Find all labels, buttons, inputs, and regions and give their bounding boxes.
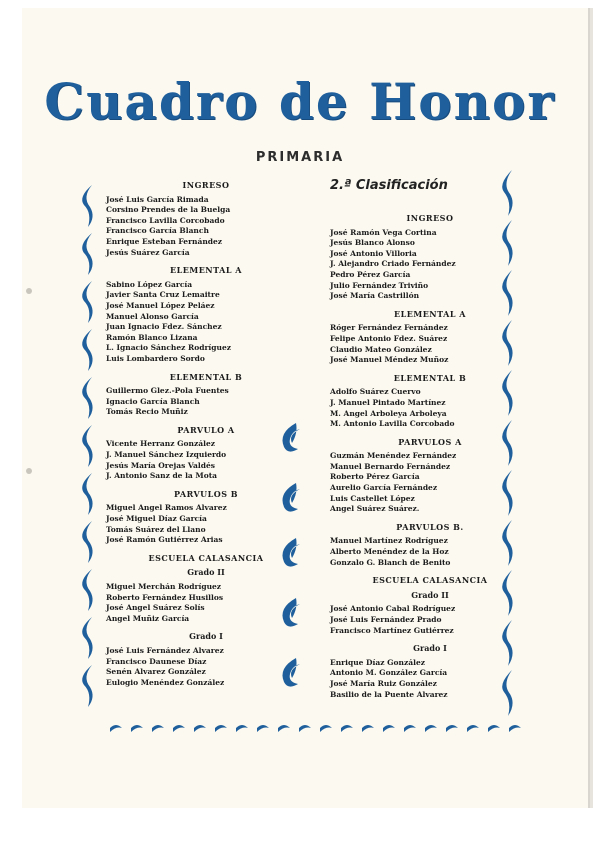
bottom-border-mark [257, 725, 269, 732]
left-border-curl [82, 377, 92, 419]
section-heading: INGRESO [182, 180, 230, 190]
student-name: Francisco Martínez Gutiérrez [330, 625, 454, 635]
right-border-curl [502, 170, 512, 216]
bottom-border-mark [404, 725, 416, 732]
left-border-curl [82, 281, 92, 323]
left-border-curl [82, 185, 92, 227]
left-border-curl [82, 329, 92, 371]
student-name: Vicente Herranz González [106, 439, 215, 449]
section-heading: ELEMENTAL B [393, 372, 467, 383]
bottom-border-mark [509, 725, 521, 732]
left-border-curl [82, 665, 92, 707]
student-name: Francisco Daunese Díaz [106, 656, 207, 666]
left-border-curl [82, 521, 92, 563]
student-name: José Miguel Díaz García [106, 514, 207, 524]
bottom-border-mark [278, 725, 290, 732]
page-subtitle: PRIMARIA [255, 150, 345, 165]
honor-section [330, 575, 530, 636]
second-classification-column [330, 213, 530, 707]
section-heading: PARVULOS A [398, 436, 462, 447]
bottom-border-mark [320, 725, 332, 732]
student-name: Roberto Pérez García [330, 472, 420, 482]
student-name: Róger Fernández Fernández [330, 323, 448, 333]
student-name: Ramón Blanco Lizana [106, 332, 198, 342]
student-name: José Ramón Gutiérrez Arias [106, 535, 223, 545]
student-name: L. Ignacio Sánchez Rodríguez [106, 343, 231, 353]
student-name: Manuel Martínez Rodríguez [330, 536, 448, 546]
student-name: José Manuel Méndez Muñoz [330, 355, 449, 365]
honor-section [330, 213, 530, 302]
honor-section [106, 425, 306, 482]
student-name: Adolfo Suárez Cuervo [330, 387, 421, 397]
student-name: Francisco Lavilla Corcobado [106, 215, 225, 225]
student-name: José Antonio Villoria [330, 248, 417, 258]
student-name: Jesús María Orejas Valdés [106, 460, 216, 470]
student-name: J. Antonio Sanz de la Mota [106, 471, 218, 481]
bottom-border-mark [215, 725, 227, 732]
student-name: José Luis Fernández Prado [330, 615, 442, 624]
honor-section [330, 309, 530, 366]
bottom-border-mark [341, 725, 353, 732]
bottom-border-mark [467, 725, 479, 732]
student-name: José Luis Fernández Alvarez [106, 645, 224, 655]
student-name: Corsino Prendes de la Buelga [106, 205, 231, 215]
student-name: José María Castrillón [330, 291, 420, 301]
honor-section [330, 437, 530, 515]
student-name: Manuel Bernardo Fernández [330, 461, 451, 471]
bottom-border-mark [488, 725, 500, 732]
section-heading: ESCUELA CALASANCIA [372, 575, 488, 586]
bottom-border-mark [131, 725, 143, 732]
student-name: Roberto Fernández Husillos [106, 592, 224, 602]
student-name: José Angel Suárez Solís [106, 603, 205, 613]
left-border-curl [82, 425, 92, 467]
student-name: Gonzalo G. Blanch de Benito [330, 557, 451, 567]
student-name: José Ramón Vega Cortina [330, 227, 437, 237]
student-name: Miguel Angel Ramos Alvarez [106, 503, 227, 513]
section-heading: ELEMENTAL A [170, 265, 242, 276]
student-name: M. Antonio Lavilla Corcobado [330, 419, 455, 429]
student-name: Javier Santa Cruz Lemaitre [106, 290, 220, 300]
bottom-border-mark [110, 725, 122, 732]
student-name: Sabino López García [106, 279, 193, 289]
student-name: Enrique Díaz González [330, 657, 425, 667]
left-border-curl [82, 233, 92, 275]
section-subheading: Grado II [411, 589, 449, 600]
section-heading: ELEMENTAL A [394, 308, 466, 319]
student-name: Tomás Recio Muñiz [106, 407, 188, 417]
student-name: José Manuel López Peláez [106, 300, 215, 310]
student-name: Felipe Antonio Fdez. Suárez [330, 333, 448, 343]
student-name: Claudio Mateo González [330, 344, 432, 354]
section-heading: ESCUELA CALASANCIA [148, 552, 264, 563]
bottom-border-mark [425, 725, 437, 732]
section-subheading: Grado II [187, 567, 225, 578]
first-classification-column [106, 180, 306, 695]
bottom-border-mark [299, 725, 311, 732]
left-border-curl [82, 473, 92, 515]
student-name: Jesús Suárez García [106, 247, 190, 257]
section-heading: PARVULOS B [173, 488, 239, 499]
bottom-border-mark [362, 725, 374, 732]
student-name: J. Alejandro Criado Fernández [330, 259, 456, 269]
student-name: M. Angel Arboleya Arboleya [330, 408, 447, 418]
student-name: Guzmán Menéndez Fernández [330, 451, 457, 461]
left-border-curl [82, 617, 92, 659]
student-name: Eulogio Menéndez González [106, 677, 225, 687]
student-name: Miguel Merchán Rodríguez [106, 582, 222, 591]
student-name: José María Ruiz González [330, 678, 437, 688]
student-name: Luis Lombardero Sordo [106, 353, 205, 363]
student-name: Angel Muñiz García [106, 613, 190, 623]
student-name: Aurelio García Fernández [330, 483, 438, 493]
honor-section [106, 631, 306, 688]
student-name: Guillermo Glez.-Pola Fuentes [106, 386, 229, 396]
student-name: Alberto Menéndez de la Hoz [330, 547, 449, 557]
student-name: Ignacio García Blanch [106, 396, 200, 406]
student-name: Julio Fernández Triviño [330, 280, 429, 290]
section-subheading: Grado I [189, 631, 223, 642]
honor-section [106, 553, 306, 625]
student-name: Senén Alvarez González [106, 667, 206, 677]
bottom-border-mark [173, 725, 185, 732]
section-heading: PARVULOS B. [396, 521, 464, 532]
page-title: Cuadro de Honor [44, 72, 556, 131]
section-heading: INGRESO [406, 213, 454, 223]
honor-section [330, 643, 530, 700]
student-name: Jesús Blanco Alonso [330, 238, 415, 248]
bottom-border-mark [383, 725, 395, 732]
bottom-border-mark [236, 725, 248, 732]
bottom-border-mark [194, 725, 206, 732]
bottom-border-mark [152, 725, 164, 732]
student-name: Tomás Suárez del Llano [106, 524, 206, 534]
section-subheading: Grado I [413, 643, 447, 654]
honor-section [106, 180, 306, 258]
honor-section [106, 489, 306, 546]
honor-section [106, 372, 306, 418]
student-name: Angel Suárez Suárez. [330, 504, 420, 514]
student-name: Pedro Pérez García [330, 269, 411, 279]
student-name: J. Manuel Pintado Martínez [330, 397, 446, 407]
bottom-border-mark [446, 725, 458, 732]
student-name: Enrique Esteban Fernández [106, 236, 223, 246]
honor-section [330, 522, 530, 568]
student-name: Juan Ignacio Fdez. Sánchez [106, 322, 222, 332]
student-name: Manuel Alonso García [106, 311, 199, 321]
student-name: J. Manuel Sánchez Izquierdo [106, 450, 227, 460]
second-classification-heading: 2.ª Clasificación [330, 178, 448, 193]
left-border-curl [82, 569, 92, 611]
student-name: José Antonio Cabal Rodríguez [330, 604, 456, 614]
student-name: Luis Castellet López [330, 493, 415, 503]
student-name: José Luis García Rimada [106, 194, 209, 204]
student-name: Antonio M. González García [330, 668, 448, 678]
honor-section [330, 373, 530, 430]
student-name: Basilio de la Puente Alvarez [330, 689, 448, 699]
honor-section [106, 265, 306, 364]
section-heading: ELEMENTAL B [169, 371, 243, 382]
section-heading: PARVULO A [177, 424, 235, 435]
student-name: Francisco García Blanch [106, 226, 209, 236]
